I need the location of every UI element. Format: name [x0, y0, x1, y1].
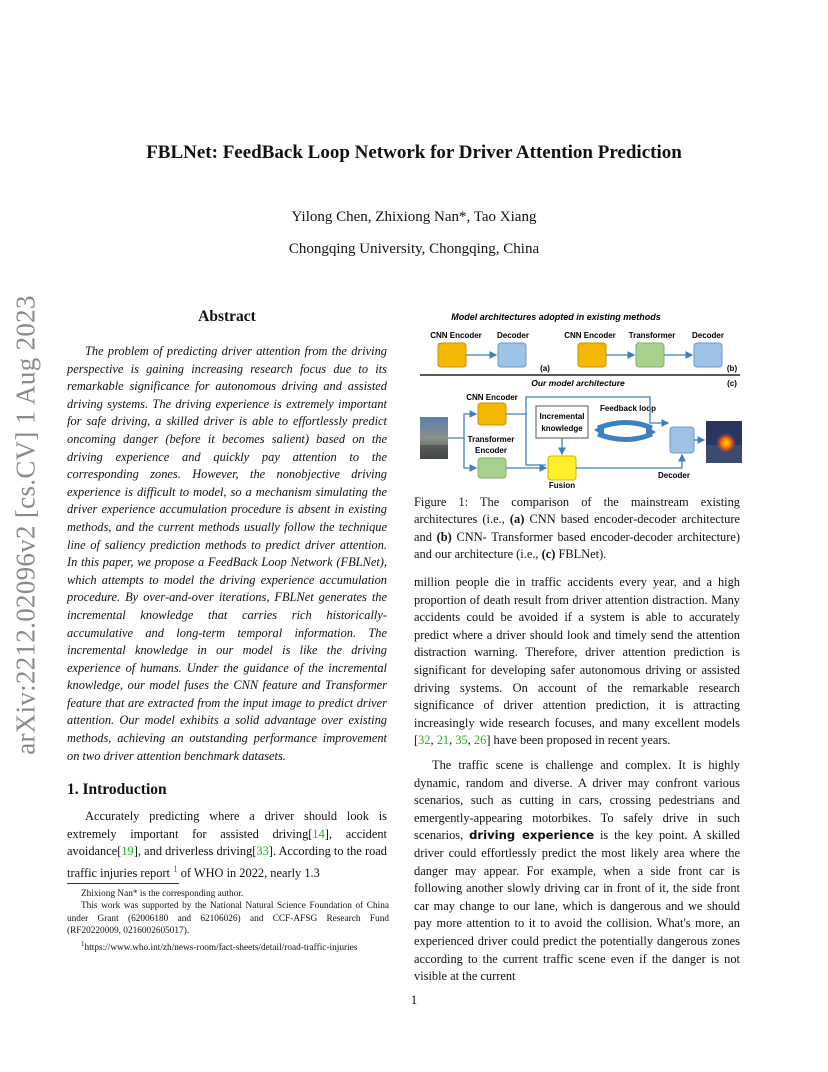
citation-link[interactable]: 35: [455, 733, 468, 748]
decoder-block: [670, 427, 694, 453]
transformer-block: [636, 343, 664, 367]
footnote-link[interactable]: 1: [173, 863, 178, 874]
footnotes: [67, 888, 389, 954]
feedback-loop-arc-bottom: [598, 434, 652, 440]
transformer-encoder-block: [478, 458, 506, 478]
fig-label-transformer-b: Transformer: [628, 331, 676, 340]
footnote-url: $^1$https://www.who.int/zh/news-room/fact-sheets/detail/road-traffic-injuries: [81, 939, 358, 953]
decoder-block: [498, 343, 526, 367]
introduction-paragraph: Accurately predicting where a driver should look is extremely important for assisted driving[14], accident avoidance[19], and driverless driving[33]. According to the road traffic injuries report $^1$ of WHO in 2022, nearly 1.3: [67, 809, 387, 880]
page-number: 1: [410, 992, 418, 1007]
footnote-funding: This work was supported by the National Natural Science Foundation of China under Grant (62006180 and 62106026) and CCF-AFSG Research Fund (RF20220009, 0216002605017).: [67, 901, 389, 937]
paper-affiliation: Chongqing University, Chongqing, China: [288, 241, 540, 257]
fig-label-cnn-encoder-b: CNN Encoder: [564, 331, 616, 340]
abstract-text: The problem of predicting driver attention from the driving perspective is gaining increasing research focus due to its remarkable significance for autonomous driving and assisted driving systems. The driving experience is extremely important for safe driving, a skilled driver is able to effortlessly predict oncoming danger (before it becomes salient) based on the driving experience and quickly pay attention to the corresponding zones. However, the nonobjective driving experience is difficult to model, so a mechanism simulating the driver experience accumulation procedure is absent in existing methods, and the current methods usually follow the technique line of saliency prediction methods to predict driver attention. In this paper, we propose a FeedBack Loop Network (FBLNet), which attempts to model the driving experience accumulation procedure. By over-and-over iterations, FBLNet generates the incremental knowledge that carries rich historically-accumulative and long-term temporal information. The incremental knowledge in our model is like the driving experience of humans. Under the guidance of the incremental knowledge, our model fuses the CNN feature and Transformer feature that are extracted from the input image to predict driver attention. Our model exhibits a solid advantage over existing methods, achieving an outstanding performance improvement on two driver attention benchmark datasets.: [67, 344, 387, 763]
fig-title-ours: Our model architecture: [531, 378, 625, 388]
arxiv-id-text: arXiv:2212.02096v2 [cs.CV] 1 Aug 2023: [10, 295, 41, 755]
fig-label-decoder-a: Decoder: [496, 331, 530, 340]
right-paragraph-1: million people die in traffic accidents every year, and a high proportion of death result from driver attention distraction. Many accidents could be avoided if a system is able to accurately predict where a driver should look and timely send the attention distraction warning. Therefore, driver attention prediction is significant for developing safer autonomous driving or assisted driving systems. On account of the remarkable research significance of driver attention prediction, it is attracting increasingly wide research focuses, and many excellent models [32, 21, 35, 26] have been proposed in recent years.: [414, 575, 740, 748]
citation-link[interactable]: 21: [436, 733, 450, 748]
cnn-encoder-block: [578, 343, 606, 367]
fusion-block: [548, 456, 576, 480]
citation-link[interactable]: 32: [418, 733, 431, 748]
paper-title: FBLNet: FeedBack Loop Network for Driver Attention Prediction: [146, 142, 682, 163]
fig-label-decoder-b: Decoder: [691, 331, 725, 340]
fig-label-cnn-encoder-a: CNN Encoder: [430, 331, 482, 340]
fig-label-transformer-encoder-2: Encoder: [474, 446, 508, 455]
arrow: [576, 455, 682, 468]
incremental-knowledge-box: [536, 406, 588, 438]
paper-authors: Yilong Chen, Zhixiong Nan*, Tao Xiang: [291, 209, 537, 225]
fig-label-a: (a): [540, 364, 550, 373]
figure-1-diagram: [414, 305, 747, 490]
decoder-block: [694, 343, 722, 367]
footnote-corresponding: Zhixiong Nan* is the corresponding author.: [81, 889, 244, 899]
fig-label-feedback-loop: Feedback loop: [599, 404, 657, 413]
arxiv-sidebar-stamp: [6, 290, 46, 760]
footnote-divider: [67, 883, 179, 884]
fig-label-transformer-encoder-1: Transformer: [467, 435, 515, 444]
introduction-heading: 1. Introduction: [67, 781, 167, 798]
citation-link[interactable]: 19: [121, 844, 134, 859]
fig-label-incremental-2: knowledge: [541, 424, 583, 433]
emphasis-driving-experience: driving experience: [469, 828, 595, 843]
fig-label-fusion: Fusion: [548, 481, 576, 490]
fig-title-existing: Model architectures adopted in existing methods: [451, 312, 661, 322]
citation-link[interactable]: 33: [256, 844, 269, 859]
cnn-encoder-block: [478, 403, 506, 425]
fig-label-b: (b): [726, 364, 738, 373]
fig-label-c: (c): [727, 379, 737, 388]
fig-label-incremental-1: Incremental: [539, 412, 585, 421]
figure-1-caption: Figure 1: The comparison of the mainstream existing architectures (i.e., (a) CNN based encoder-decoder architecture and (b) CNN- Transformer based encoder-decoder architecture) and our architecture (i.e., (c) FBLNet).: [414, 495, 740, 562]
citation-link[interactable]: 14: [312, 826, 325, 841]
fig-label-decoder-c: Decoder: [657, 471, 691, 480]
right-paragraph-2: The traffic scene is challenge and complex. It is highly dynamic, random and diverse. A driver may confront various scenarios, such as cutting in cars, crossing pedestrians and emergently-appearing motorbikes. To safely drive in such scenarios, driving experience is the key point. A skilled driver could effortlessly predict the most likely area where the danger may appear. For example, when a side front car is following another slowly driving car in front of it, the side front car may change to our lane, which is dangerous and we should pay more attention to it to avoid the collision. What's more, an experienced driver could predict the potentially dangerous zones according to the current traffic scene even if the danger is not visible at the current: [414, 758, 740, 984]
citation-link[interactable]: 26: [473, 733, 487, 748]
abstract-heading: Abstract: [198, 308, 256, 325]
fig-label-cnn-encoder-c: CNN Encoder: [466, 393, 518, 402]
feedback-loop-arc-top: [598, 423, 652, 429]
cnn-encoder-block: [438, 343, 466, 367]
